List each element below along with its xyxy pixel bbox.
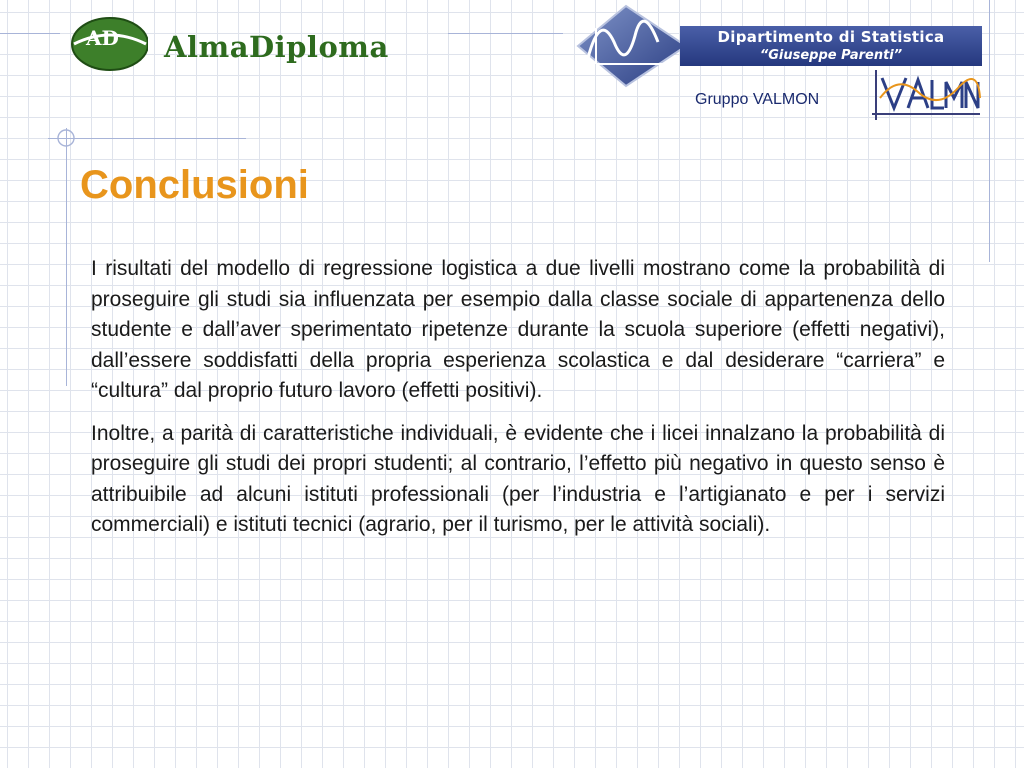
header-rule-middle xyxy=(448,33,563,34)
dipartimento-name: Dipartimento di Statistica xyxy=(717,28,945,46)
statistics-wave-icon xyxy=(574,2,694,90)
title-rule xyxy=(48,138,246,139)
group-label: Gruppo VALMON xyxy=(695,91,820,108)
almadiploma-logo xyxy=(70,16,450,72)
valmon-logo xyxy=(868,68,984,122)
almadiploma-wordmark: AlmaDiploma xyxy=(164,30,389,64)
almadiploma-badge-text: AD xyxy=(86,26,119,50)
rule-circle-icon xyxy=(56,128,76,148)
slide-body xyxy=(91,254,945,553)
slide-title: Conclusioni xyxy=(80,163,309,207)
dipartimento-banner xyxy=(680,26,982,66)
dipartimento-subtitle: “Giuseppe Parenti” xyxy=(759,48,903,63)
header-rule-left xyxy=(0,33,60,34)
body-paragraph-2: Inoltre, a parità di caratteristiche individuali, è evidente che i licei innalzano la probabilità di proseguire gli studi dei propri studenti; al contrario, l’effetto più negativo in questo senso è attribuibile ad alcuni istituti professionali (per l’industria e l’artigianato e per i servizi commerciali) e istituti tecnici (agrario, per il turismo, per le attività sociali). xyxy=(91,421,945,536)
body-paragraph-1: I risultati del modello di regressione logistica a due livelli mostrano come la probabilità di proseguire gli studi sia influenzata per esempio dalla classe sociale di appartenenza dello studente e dall’aver sperimentato ripetenze durante la scuola superiore (effetti negativi), dall’essere soddisfatti della propria esperienza scolastica e dal desiderare “carriera” e “cultura” dal proprio futuro lavoro (effetti positivi). xyxy=(91,257,945,402)
left-vertical-rule xyxy=(66,128,67,386)
